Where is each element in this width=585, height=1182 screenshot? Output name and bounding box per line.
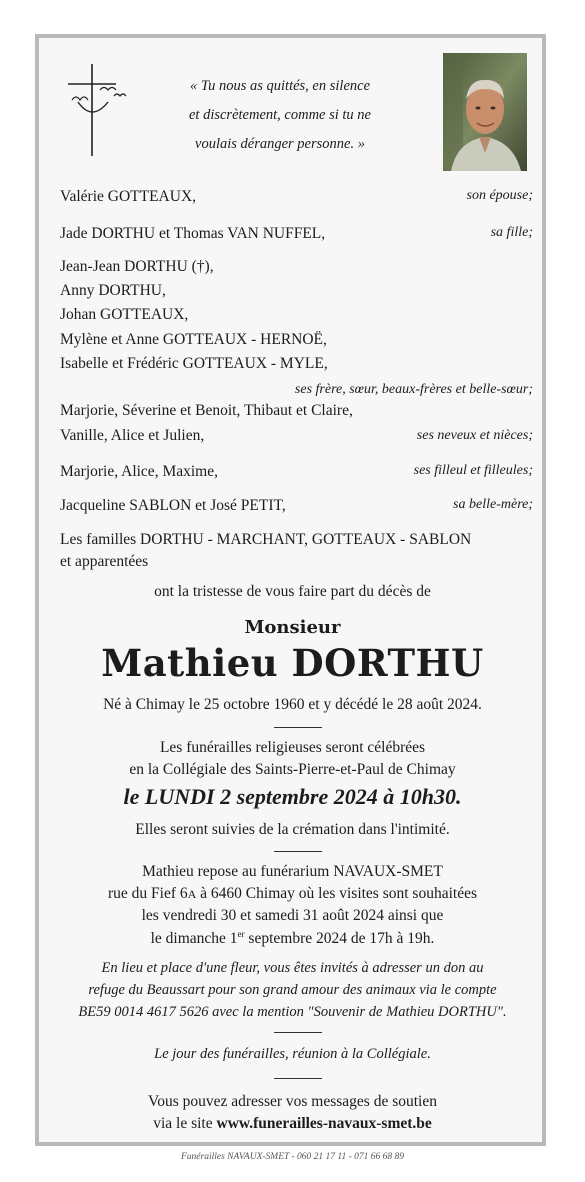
donation-line: refuge du Beaussart pour son grand amour des animaux via le compte	[88, 982, 497, 998]
separator	[274, 727, 322, 728]
honorific: Monsieur	[244, 617, 341, 638]
donation-line: En lieu et place d'une fleur, vous êtes invités à adresser un don au	[101, 960, 484, 976]
birth-death-text: Né à Chimay le 25 octobre 1960 et y décédé le 28 août 2024.	[103, 696, 482, 713]
family-row-godchildren	[60, 463, 533, 487]
family-name: Marjorie, Alice, Maxime,	[60, 463, 218, 480]
gathering-text: Le jour des funérailles, réunion à la Collégiale.	[154, 1046, 431, 1062]
sibling-line: Isabelle et Frédéric GOTTEAUX - MYLE,	[60, 355, 328, 372]
visits-line	[40, 885, 545, 903]
nephews-line: Vanille, Alice et Julien,	[60, 427, 205, 444]
family-name: Jade DORTHU et Thomas VAN NUFFEL,	[60, 225, 326, 242]
visits-line: les vendredi 30 et samedi 31 août 2024 ainsi que	[141, 907, 444, 924]
separator	[274, 1032, 322, 1033]
family-row-daughter	[60, 225, 533, 249]
family-row-spouse	[60, 188, 533, 212]
visits-address-start: rue du Fief 6	[107, 885, 188, 902]
funeral-line: Les funérailles religieuses seront célébrées	[159, 739, 426, 756]
family-row-mother-in-law	[60, 497, 533, 521]
families-line: Les familles DORTHU - MARCHANT, GOTTEAUX - SABLON	[60, 531, 472, 548]
portrait-photo	[443, 53, 527, 171]
family-name: Jacqueline SABLON et José PETIT,	[60, 497, 286, 514]
website-link[interactable]: www.funerailles-navaux-smet.be	[216, 1115, 432, 1132]
donation-line: BE59 0014 4617 5626 avec la mention "Souvenir de Mathieu DORTHU".	[78, 1004, 507, 1020]
visits-date-end: septembre 2024 de 17h à 19h.	[244, 930, 435, 948]
funeral-date: le LUNDI 2 septembre 2024 à 10h30.	[123, 784, 462, 809]
announcement-text: ont la tristesse de vous faire part du décès de	[154, 583, 431, 600]
visits-address-letter: A	[187, 887, 197, 901]
sibling-line: Anny DORTHU,	[60, 282, 166, 299]
quote-line: « Tu nous as quittés, en silence	[189, 78, 371, 94]
sibling-line: Mylène et Anne GOTTEAUX - HERNOË,	[60, 331, 327, 348]
footer-text: Funérailles NAVAUX-SMET - 060 21 17 11 - 071 66 68 89	[180, 1152, 405, 1162]
deceased-name: Mathieu DORTHU	[101, 641, 484, 685]
family-relation: sa fille;	[490, 225, 533, 240]
visits-address-end: à 6460 Chimay où les visites sont souhaitées	[196, 885, 477, 902]
separator	[274, 1078, 322, 1079]
nephews-line: Marjorie, Séverine et Benoit, Thibaut et Claire,	[60, 402, 353, 419]
sibling-line: Jean-Jean DORTHU (†),	[60, 258, 214, 275]
family-relation: ses filleul et filleules;	[413, 463, 533, 478]
nephews-relation: ses neveux et nièces;	[416, 428, 533, 443]
siblings-relation: ses frère, sœur, beaux-frères et belle-sœur;	[294, 382, 533, 397]
cremation-text: Elles seront suivies de la crémation dans l'intimité.	[135, 821, 450, 838]
epitaph-quote	[150, 72, 410, 159]
family-relation: son épouse;	[466, 188, 533, 203]
visits-line	[40, 929, 545, 948]
family-name: Valérie GOTTEAUX,	[60, 188, 197, 205]
visits-line: Mathieu repose au funérarium NAVAUX-SMET	[142, 863, 443, 880]
family-relation: sa belle-mère;	[453, 497, 533, 512]
sibling-line: Johan GOTTEAUX,	[60, 306, 189, 323]
condolences-line: Vous pouvez adresser vos messages de soutien	[148, 1093, 437, 1110]
separator	[274, 851, 322, 852]
visits-date-start: le dimanche 1	[150, 930, 238, 948]
cross-with-birds-icon	[64, 60, 134, 160]
families-line: et apparentées	[60, 553, 149, 570]
quote-line: voulais déranger personne. »	[195, 136, 365, 152]
visits-date-sup: er	[237, 929, 245, 939]
condolences-line	[40, 1115, 545, 1133]
funeral-line: en la Collégiale des Saints-Pierre-et-Paul de Chimay	[129, 761, 456, 778]
condolences-prefix: via le site	[153, 1115, 217, 1132]
quote-line: et discrètement, comme si tu ne	[188, 107, 371, 123]
